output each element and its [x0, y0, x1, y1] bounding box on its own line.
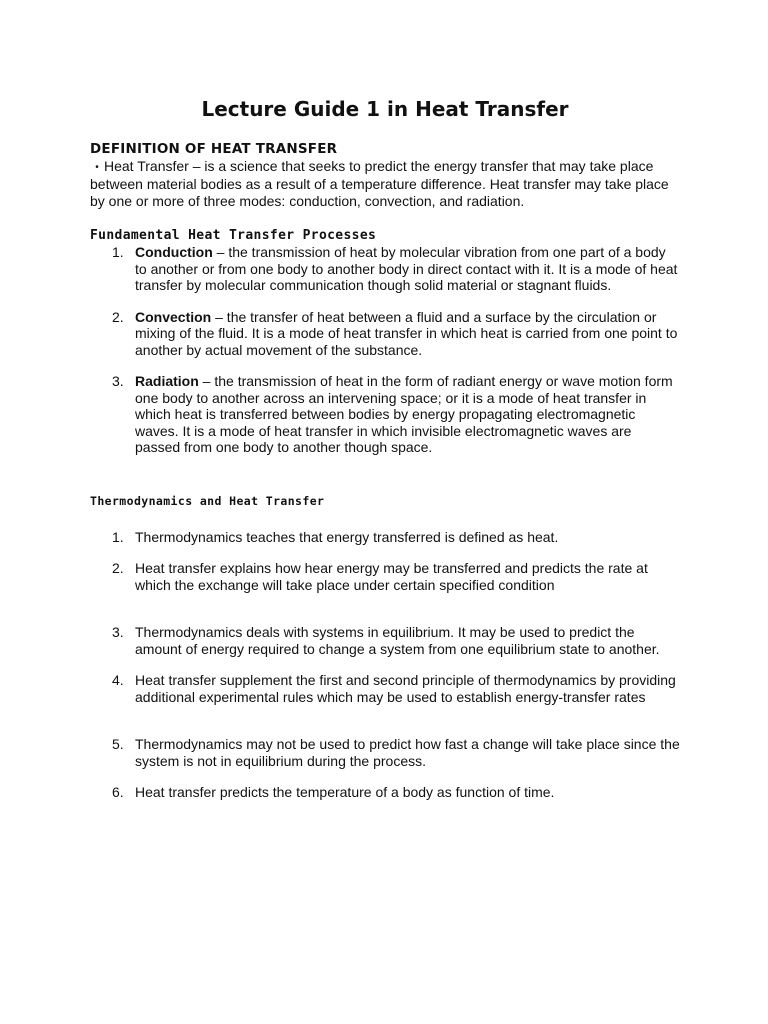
item-text: Thermodynamics may not be used to predict how fast a change will take place since the system is not in equilibrium during the process.	[135, 736, 680, 769]
item-number: 6.	[112, 784, 124, 800]
list-item	[90, 784, 680, 801]
item-text: Thermodynamics teaches that energy transferred is defined as heat.	[135, 528, 559, 545]
list-item	[90, 736, 680, 769]
list-item	[90, 373, 680, 456]
processes-list	[90, 244, 680, 456]
item-text: – the transmission of heat by molecular vibration from one part of a body to another or from one body to another body in direct contact with it. It is a mode of heat transfer by molecular communication though solid material or stagnant fluids.	[135, 244, 678, 293]
definition-paragraph	[90, 158, 680, 210]
list-item	[90, 560, 680, 593]
item-text: Heat transfer supplement the first and second principle of thermodynamics by providing additional experimental rules which may be used to establish energy-transfer rates	[135, 672, 676, 705]
list-item	[90, 624, 680, 657]
item-number: 5.	[112, 736, 124, 752]
processes-heading: Fundamental Heat Transfer Processes	[90, 228, 377, 243]
item-number: 1.	[112, 244, 124, 260]
document-title: Lecture Guide 1 in Heat Transfer	[201, 97, 569, 121]
item-text: Heat transfer predicts the temperature of a body as function of time.	[135, 784, 555, 800]
item-term: Conduction	[135, 244, 213, 260]
item-text: – the transfer of heat between a fluid and a surface by the circulation or mixing of the fluid. It is a mode of heat transfer in which heat is carried from one point to another by actual movement of the substance.	[135, 308, 678, 358]
item-text: Heat transfer explains how hear energy may be transferred and predicts the rate at which the exchange will take place under certain specified condition	[135, 560, 648, 593]
item-term: Convection	[135, 308, 212, 325]
item-number: 2.	[112, 560, 124, 576]
list-item	[90, 309, 680, 359]
definition-text: Heat Transfer – is a science that seeks to predict the energy transfer that may take place between material bodies as a result of a temperature difference. Heat transfer may take place by one or more of three modes: conduction, convection, and radiation.	[90, 158, 669, 209]
definition-heading: DEFINITION OF HEAT TRANSFER	[90, 141, 338, 157]
item-text: Thermodynamics deals with systems in equilibrium. It may be used to predict the amount of energy required to change a system from one equilibrium state to another.	[135, 624, 660, 657]
list-item	[90, 529, 680, 546]
list-item	[90, 244, 680, 294]
list-item	[90, 672, 680, 705]
item-number: 3.	[112, 624, 124, 640]
item-number: 4.	[112, 672, 124, 688]
item-term: Radiation	[135, 373, 199, 389]
item-number: 2.	[112, 308, 124, 325]
thermodynamics-heading: Thermodynamics and Heat Transfer	[90, 493, 325, 508]
item-number: 1.	[112, 528, 124, 545]
thermodynamics-list	[90, 529, 680, 801]
item-number: 3.	[112, 373, 124, 389]
bullet-icon: •	[95, 162, 99, 173]
item-text: – the transmission of heat in the form of radiant energy or wave motion form one body to another across an intervening space; or it is a mode of heat transfer in which heat is transferred between bodies by energy propagating electromagnetic waves. It is a mode of heat transfer in which invisible electromagnetic waves are passed from one body to another though space.	[135, 373, 673, 455]
